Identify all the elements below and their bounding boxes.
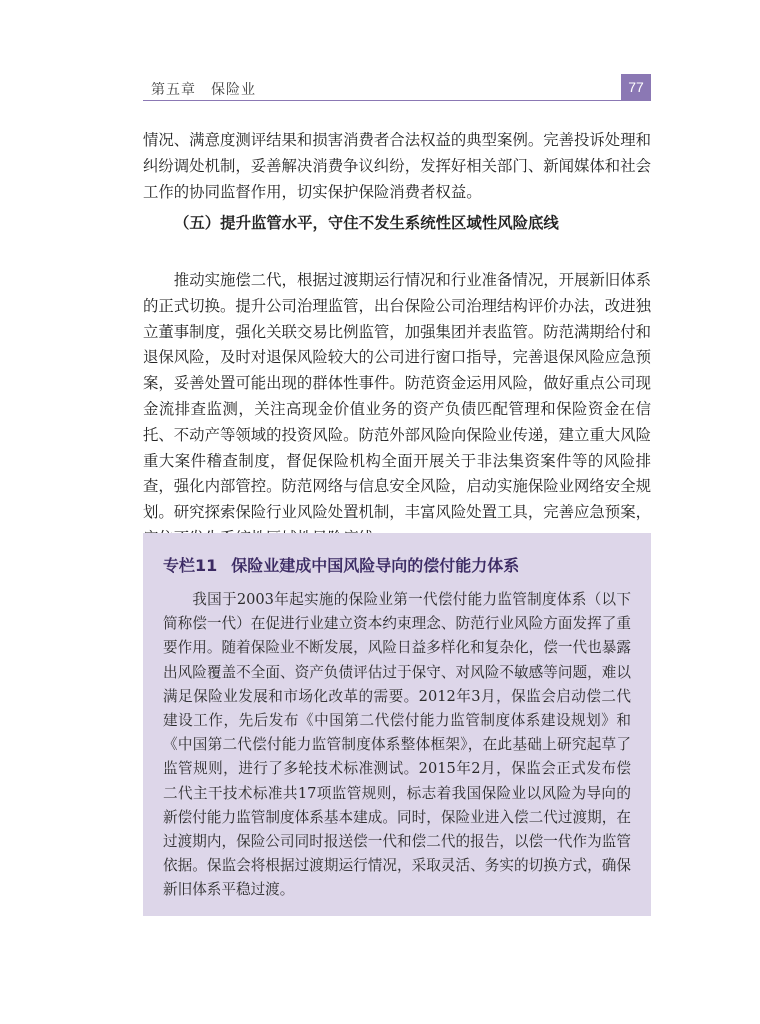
box-label: 专栏11 xyxy=(163,556,218,575)
page-header xyxy=(143,74,651,102)
section-heading: （五）提升监管水平，守住不发生系统性区域性风险底线 xyxy=(174,214,559,232)
sidebar-box xyxy=(143,533,651,916)
body-paragraph-2: 推动实施偿二代，根据过渡期运行情况和行业准备情况，开展新旧体系的正式切换。提升公司治理监管，出台保险公司治理结构评价办法，改进独立董事制度，强化关联交易比例监管，加强集团并表监管。防范满期给付和退保风险，及时对退保风险较大的公司进行窗口指导，完善退保风险应急预案，妥善处置可能出现的群体性事件。防范资金运用风险，做好重点公司现金流排查监测，关注高现金价值业务的资产负债匹配管理和保险资金在信托、不动产等领域的投资风险。防范外部风险向保险业传递，建立重大风险重大案件稽查制度，督促保险机构全面开展关于非法集资案件等的风险排查，强化内部管控。防范网络与信息安全风险，启动实施保险业网络安全规划。研究探索保险行业风险处置机制，丰富风险处置工具，完善应急预案， xyxy=(143,271,651,522)
box-paragraph: 我国于2003年起实施的保险业第一代偿付能力监管制度体系（以下简称偿一代）在促进行业建立资本约束理念、防范行业风险方面发挥了重要作用。随着保险业不断发展，风险日益多样化和复杂化，偿一代也暴露出风险覆盖不全面、资产负债评估过于保守、对风险不敏感等问题，难以满足保险业发展和市场化改革的需要。2012年3月，保监会启动偿二代建设工作，先后发布《中国第二代偿付能力监管制度体系建设规划》和《中国第二代偿付能力监管制度体系整体框架》，在此基础上研究起草了监管规则，进行了多轮技术标准测试。2015年2月，保监会正式发布偿二代主干技术标准共17项监管规则，标志着我国保险业以风险为导向的新偿付能力监管制度体系基本建成。同时，保险业进入偿二代过渡期，在过渡期内，保险公司同时报送偿一代和偿二代的报告，以偿一代作为监管依据。保监会将根据过渡期运行情况，采取灵活、务实的切换方式，确保新旧体系平稳过渡。 xyxy=(163,591,631,899)
header-divider xyxy=(143,100,651,101)
box-title xyxy=(163,553,519,576)
page-number: 77 xyxy=(621,74,651,100)
box-title-text: 保险业建成中国风险导向的偿付能力体系 xyxy=(231,556,520,575)
body-paragraph-1: 情况、满意度测评结果和损害消费者合法权益的典型案例。完善投诉处理和纠纷调处机制，妥善解决消费争议纠纷，发挥好相关部门、新闻媒体和社会工作的协同监督作用，切实保护保险消费者权益。 xyxy=(143,131,651,201)
chapter-title: 第五章 保险业 xyxy=(151,82,256,98)
